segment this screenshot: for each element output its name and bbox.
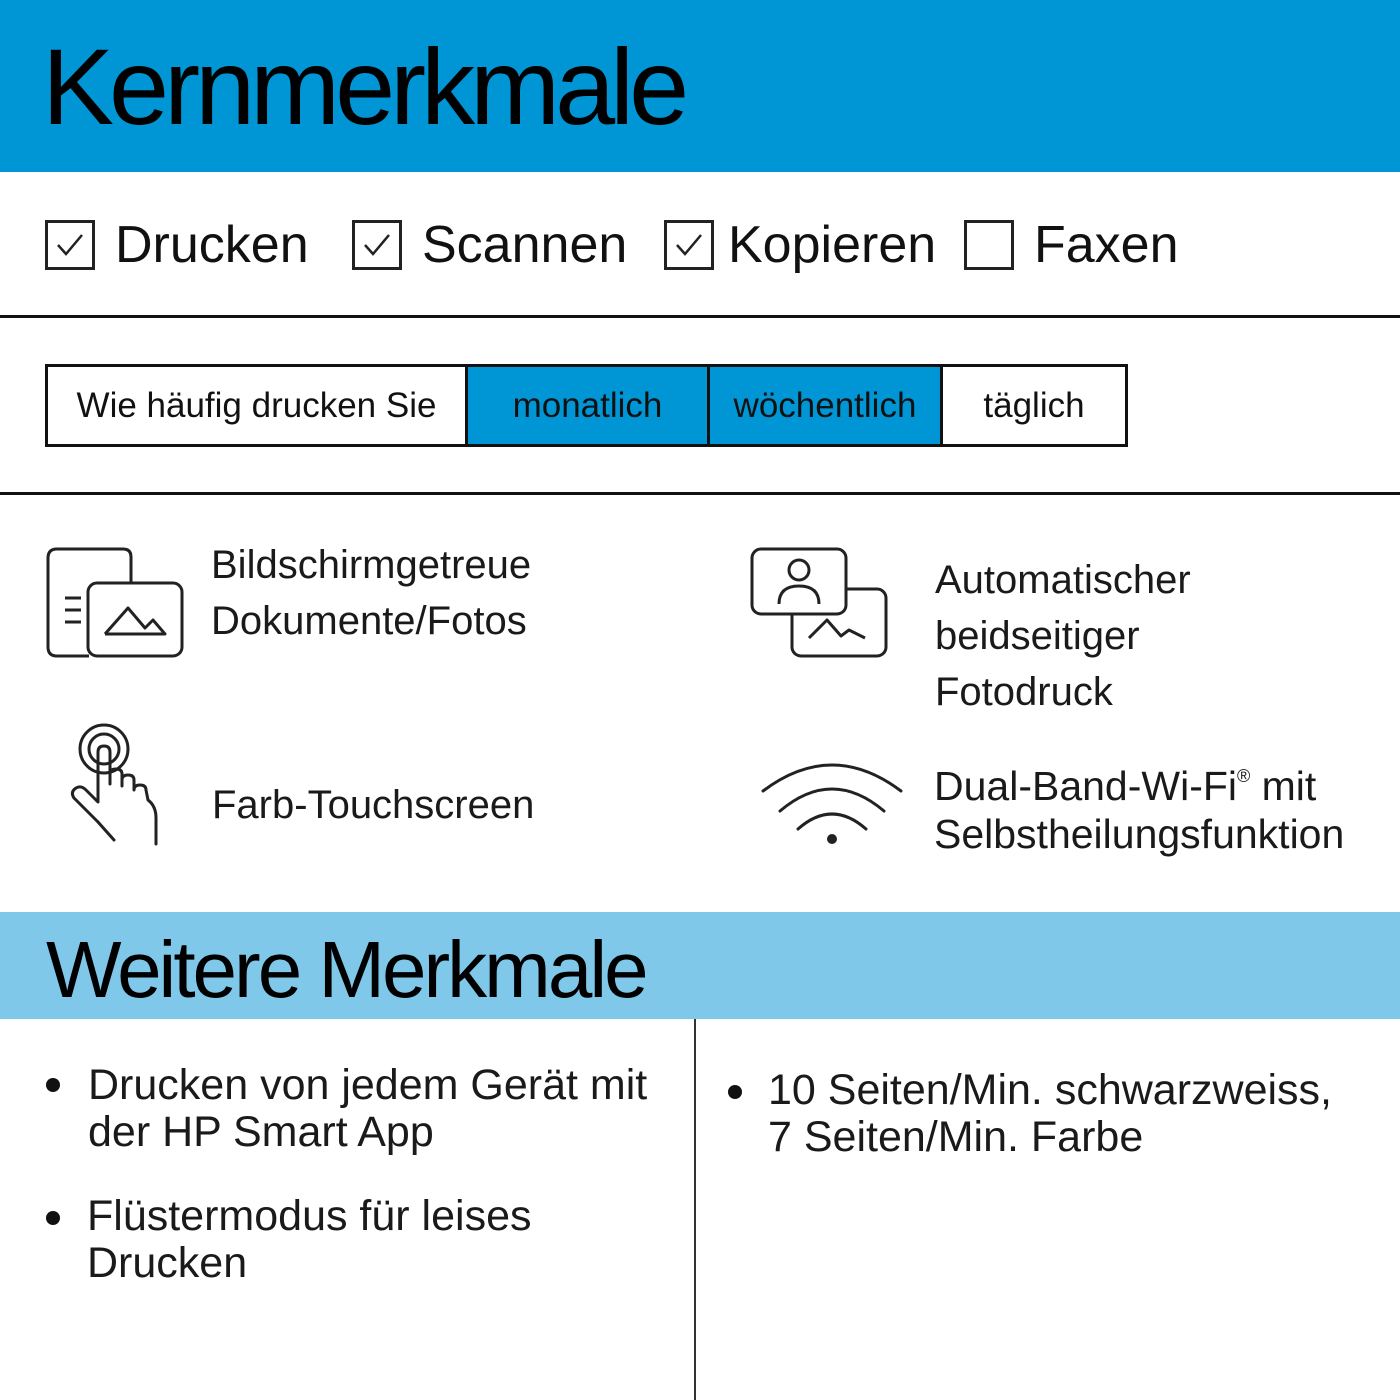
- bullet-icon: [46, 1078, 60, 1092]
- function-print: [45, 205, 309, 285]
- feature-screen-true: [45, 542, 532, 665]
- list-item-line: Drucken: [87, 1239, 248, 1287]
- bullet-icon: [728, 1085, 742, 1099]
- list-item-line: der HP Smart App: [88, 1108, 434, 1156]
- photo-print-icon: [749, 546, 889, 665]
- feature-line: Selbstheilungsfunktion: [934, 811, 1345, 857]
- function-label: Faxen: [1034, 216, 1179, 274]
- function-label: Drucken: [115, 216, 309, 274]
- checkbox-unchecked-icon: [964, 220, 1014, 270]
- feature-line: Automatischer: [935, 558, 1191, 602]
- feature-wifi: [760, 752, 1344, 858]
- list-item-line: Drucken von jedem Gerät mit: [88, 1061, 648, 1109]
- page-title: Kernmerkmale: [42, 26, 685, 147]
- list-item-line: 7 Seiten/Min. Farbe: [768, 1113, 1144, 1161]
- frequency-question: Wie häufig drucken Sie: [76, 385, 437, 425]
- list-item: [728, 1067, 1332, 1161]
- section-title: Weitere Merkmale: [46, 925, 646, 1014]
- feature-line: Fotodruck: [935, 670, 1113, 714]
- frequency-daily: täglich: [940, 367, 1125, 444]
- feature-line: Farb-Touchscreen: [212, 782, 535, 827]
- column-divider: [694, 1019, 696, 1400]
- checkbox-checked-icon: [45, 220, 95, 270]
- function-checklist: [0, 205, 1400, 285]
- feature-touchscreen: [68, 722, 534, 851]
- checkbox-checked-icon: [352, 220, 402, 270]
- bullet-icon: [46, 1211, 60, 1225]
- documents-photos-icon: [45, 546, 185, 665]
- header-bar: [0, 0, 1400, 172]
- feature-line: Dual-Band-Wi-Fi® mit: [934, 763, 1317, 809]
- function-scan: [352, 205, 627, 285]
- feature-duplex-photo: [749, 546, 1191, 720]
- section-header-bar: [0, 912, 1400, 1019]
- feature-line: Dokumente/Fotos: [211, 598, 527, 643]
- frequency-monthly: monatlich: [465, 367, 707, 444]
- function-copy: [664, 205, 936, 285]
- list-item: [46, 1062, 647, 1156]
- function-label: Scannen: [422, 216, 628, 274]
- divider: [0, 492, 1400, 495]
- frequency-weekly: wöchentlich: [707, 367, 940, 444]
- list-item: [46, 1193, 532, 1287]
- feature-line: Bildschirmgetreue: [211, 542, 532, 587]
- function-fax: [964, 205, 1179, 285]
- feature-line: beidseitiger: [935, 614, 1140, 658]
- checkbox-checked-icon: [664, 220, 714, 270]
- touch-hand-icon: [68, 722, 160, 851]
- function-label: Kopieren: [728, 216, 937, 274]
- print-frequency-bar: [45, 364, 1128, 447]
- divider: [0, 315, 1400, 318]
- list-item-line: Flüstermodus für leises: [87, 1192, 532, 1240]
- wifi-icon: [760, 759, 904, 852]
- list-item-line: 10 Seiten/Min. schwarzweiss,: [768, 1066, 1332, 1114]
